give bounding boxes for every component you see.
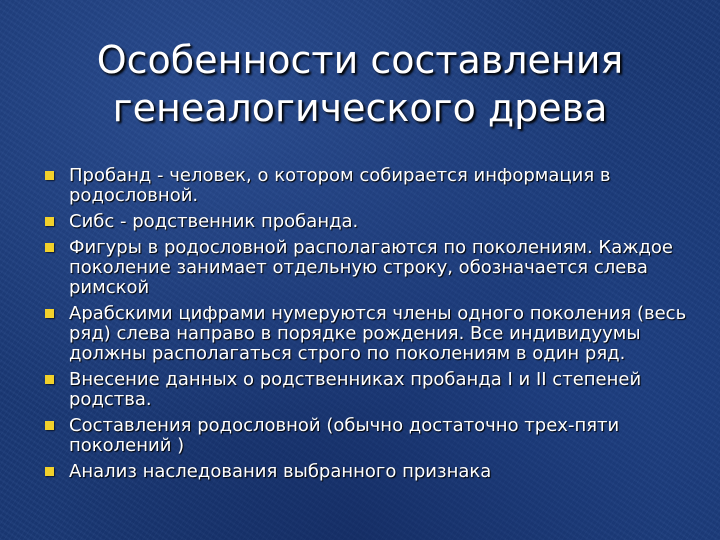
list-item [44,370,694,410]
square-bullet-icon [45,421,54,430]
list-item [44,238,694,298]
list-item [44,166,694,206]
square-bullet-icon [45,309,54,318]
bullet-text: Сибс - родственник пробанда. [69,211,359,232]
slide-title: Особенности составления генеалогического древа [96,38,624,130]
bullet-text: Анализ наследования выбранного признака [69,461,492,482]
list-item [44,212,694,232]
bullet-text: Арабскими цифрами нумеруются члены одного поколения (весь ряд) слева направо в порядке рождения. Все индивидуумы должны располагаться строго по поколениям в один ряд. [69,303,687,364]
list-item [44,462,694,482]
square-bullet-icon [45,467,54,476]
bullet-text: Фигуры в родословной располагаются по поколениям. Каждое поколение занимает отдельную строку, обозначается слева римской [69,237,673,298]
list-item [44,416,694,456]
bullet-list [44,166,694,488]
square-bullet-icon [45,217,54,226]
list-item [44,304,694,364]
square-bullet-icon [45,243,54,252]
square-bullet-icon [45,171,54,180]
bullet-text: Внесение данных о родственниках пробанда I и II степеней родства. [69,369,642,410]
square-bullet-icon [45,375,54,384]
bullet-text: Составления родословной (обычно достаточно трех-пяти поколений ) [69,415,620,456]
bullet-text: Пробанд - человек, о котором собирается информация в родословной. [69,165,611,206]
